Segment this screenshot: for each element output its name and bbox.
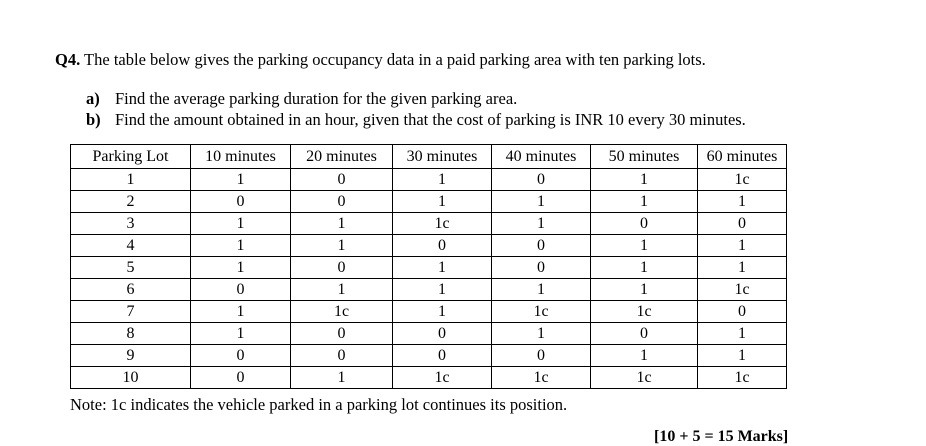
occupancy-cell: 0 [393, 323, 492, 345]
occupancy-cell: 0 [698, 213, 787, 235]
occupancy-cell: 1 [591, 279, 698, 301]
parking-lot-cell: 6 [71, 279, 191, 301]
occupancy-cell: 0 [191, 191, 291, 213]
occupancy-cell: 1 [698, 323, 787, 345]
table-row [71, 367, 787, 389]
occupancy-cell: 1 [393, 257, 492, 279]
occupancy-cell: 1c [393, 213, 492, 235]
table-row [71, 323, 787, 345]
occupancy-cell: 0 [492, 235, 591, 257]
occupancy-cell: 0 [291, 323, 393, 345]
table-row [71, 345, 787, 367]
occupancy-cell: 0 [492, 345, 591, 367]
column-header: 60 minutes [698, 145, 787, 169]
column-header: 50 minutes [591, 145, 698, 169]
occupancy-cell: 1 [698, 257, 787, 279]
column-header: Parking Lot [71, 145, 191, 169]
occupancy-cell: 0 [291, 345, 393, 367]
occupancy-cell: 1 [492, 213, 591, 235]
occupancy-cell: 1 [191, 235, 291, 257]
parking-occupancy-table [70, 144, 787, 389]
table-note: Note: 1c indicates the vehicle parked in a parking lot continues its position. [70, 395, 568, 414]
occupancy-cell: 0 [591, 323, 698, 345]
occupancy-cell: 1 [291, 367, 393, 389]
column-header: 40 minutes [492, 145, 591, 169]
occupancy-cell: 1 [698, 235, 787, 257]
occupancy-cell: 1 [191, 169, 291, 191]
table-header-row [71, 145, 787, 169]
occupancy-cell: 1c [492, 367, 591, 389]
parking-lot-cell: 3 [71, 213, 191, 235]
occupancy-cell: 1c [591, 301, 698, 323]
occupancy-cell: 0 [291, 191, 393, 213]
part-b [86, 109, 746, 130]
marks-allocation: [10 + 5 = 15 Marks] [654, 428, 789, 445]
occupancy-cell: 1 [591, 191, 698, 213]
occupancy-cell: 1 [393, 191, 492, 213]
occupancy-cell: 1 [393, 279, 492, 301]
occupancy-cell: 1 [698, 345, 787, 367]
occupancy-cell: 1 [191, 213, 291, 235]
table-row [71, 279, 787, 301]
part-b-letter: b) [86, 110, 101, 129]
occupancy-cell: 1 [698, 191, 787, 213]
occupancy-cell: 1 [591, 169, 698, 191]
occupancy-cell: 1 [291, 279, 393, 301]
occupancy-cell: 1 [191, 257, 291, 279]
parking-lot-cell: 10 [71, 367, 191, 389]
occupancy-cell: 1 [191, 323, 291, 345]
occupancy-cell: 1 [291, 235, 393, 257]
question-heading [55, 50, 706, 70]
parking-lot-cell: 2 [71, 191, 191, 213]
table-row [71, 257, 787, 279]
occupancy-cell: 0 [291, 257, 393, 279]
occupancy-cell: 1c [698, 169, 787, 191]
occupancy-cell: 1 [393, 301, 492, 323]
occupancy-cell: 0 [698, 301, 787, 323]
parking-lot-cell: 4 [71, 235, 191, 257]
occupancy-cell: 0 [393, 235, 492, 257]
part-a [86, 88, 746, 109]
occupancy-cell: 1c [591, 367, 698, 389]
occupancy-cell: 0 [291, 169, 393, 191]
column-header: 10 minutes [191, 145, 291, 169]
occupancy-cell: 1 [291, 213, 393, 235]
question-parts [86, 88, 746, 130]
parking-lot-cell: 7 [71, 301, 191, 323]
part-a-letter: a) [86, 89, 100, 108]
part-a-text: Find the average parking duration for the given parking area. [115, 89, 518, 108]
occupancy-cell: 1c [393, 367, 492, 389]
question-text: The table below gives the parking occupancy data in a paid parking area with ten parking lots. [84, 50, 706, 69]
question-number: Q4. [55, 50, 81, 69]
occupancy-cell: 1c [698, 367, 787, 389]
parking-lot-cell: 8 [71, 323, 191, 345]
occupancy-cell: 1 [591, 345, 698, 367]
occupancy-cell: 0 [393, 345, 492, 367]
occupancy-cell: 1 [591, 257, 698, 279]
occupancy-cell: 1 [492, 279, 591, 301]
parking-lot-cell: 5 [71, 257, 191, 279]
occupancy-cell: 0 [191, 279, 291, 301]
occupancy-cell: 1c [291, 301, 393, 323]
parking-lot-cell: 1 [71, 169, 191, 191]
table-row [71, 301, 787, 323]
occupancy-cell: 0 [191, 367, 291, 389]
column-header: 30 minutes [393, 145, 492, 169]
occupancy-cell: 1c [492, 301, 591, 323]
occupancy-cell: 0 [492, 169, 591, 191]
occupancy-cell: 0 [191, 345, 291, 367]
occupancy-cell: 1 [492, 191, 591, 213]
part-b-text: Find the amount obtained in an hour, given that the cost of parking is INR 10 every 30 minutes. [115, 110, 746, 129]
table-body [71, 169, 787, 389]
occupancy-cell: 0 [591, 213, 698, 235]
occupancy-cell: 0 [492, 257, 591, 279]
table-row [71, 235, 787, 257]
table-row [71, 213, 787, 235]
occupancy-cell: 1c [698, 279, 787, 301]
table-row [71, 191, 787, 213]
table-row [71, 169, 787, 191]
occupancy-cell: 1 [591, 235, 698, 257]
occupancy-cell: 1 [191, 301, 291, 323]
occupancy-cell: 1 [492, 323, 591, 345]
parking-lot-cell: 9 [71, 345, 191, 367]
occupancy-cell: 1 [393, 169, 492, 191]
column-header: 20 minutes [291, 145, 393, 169]
